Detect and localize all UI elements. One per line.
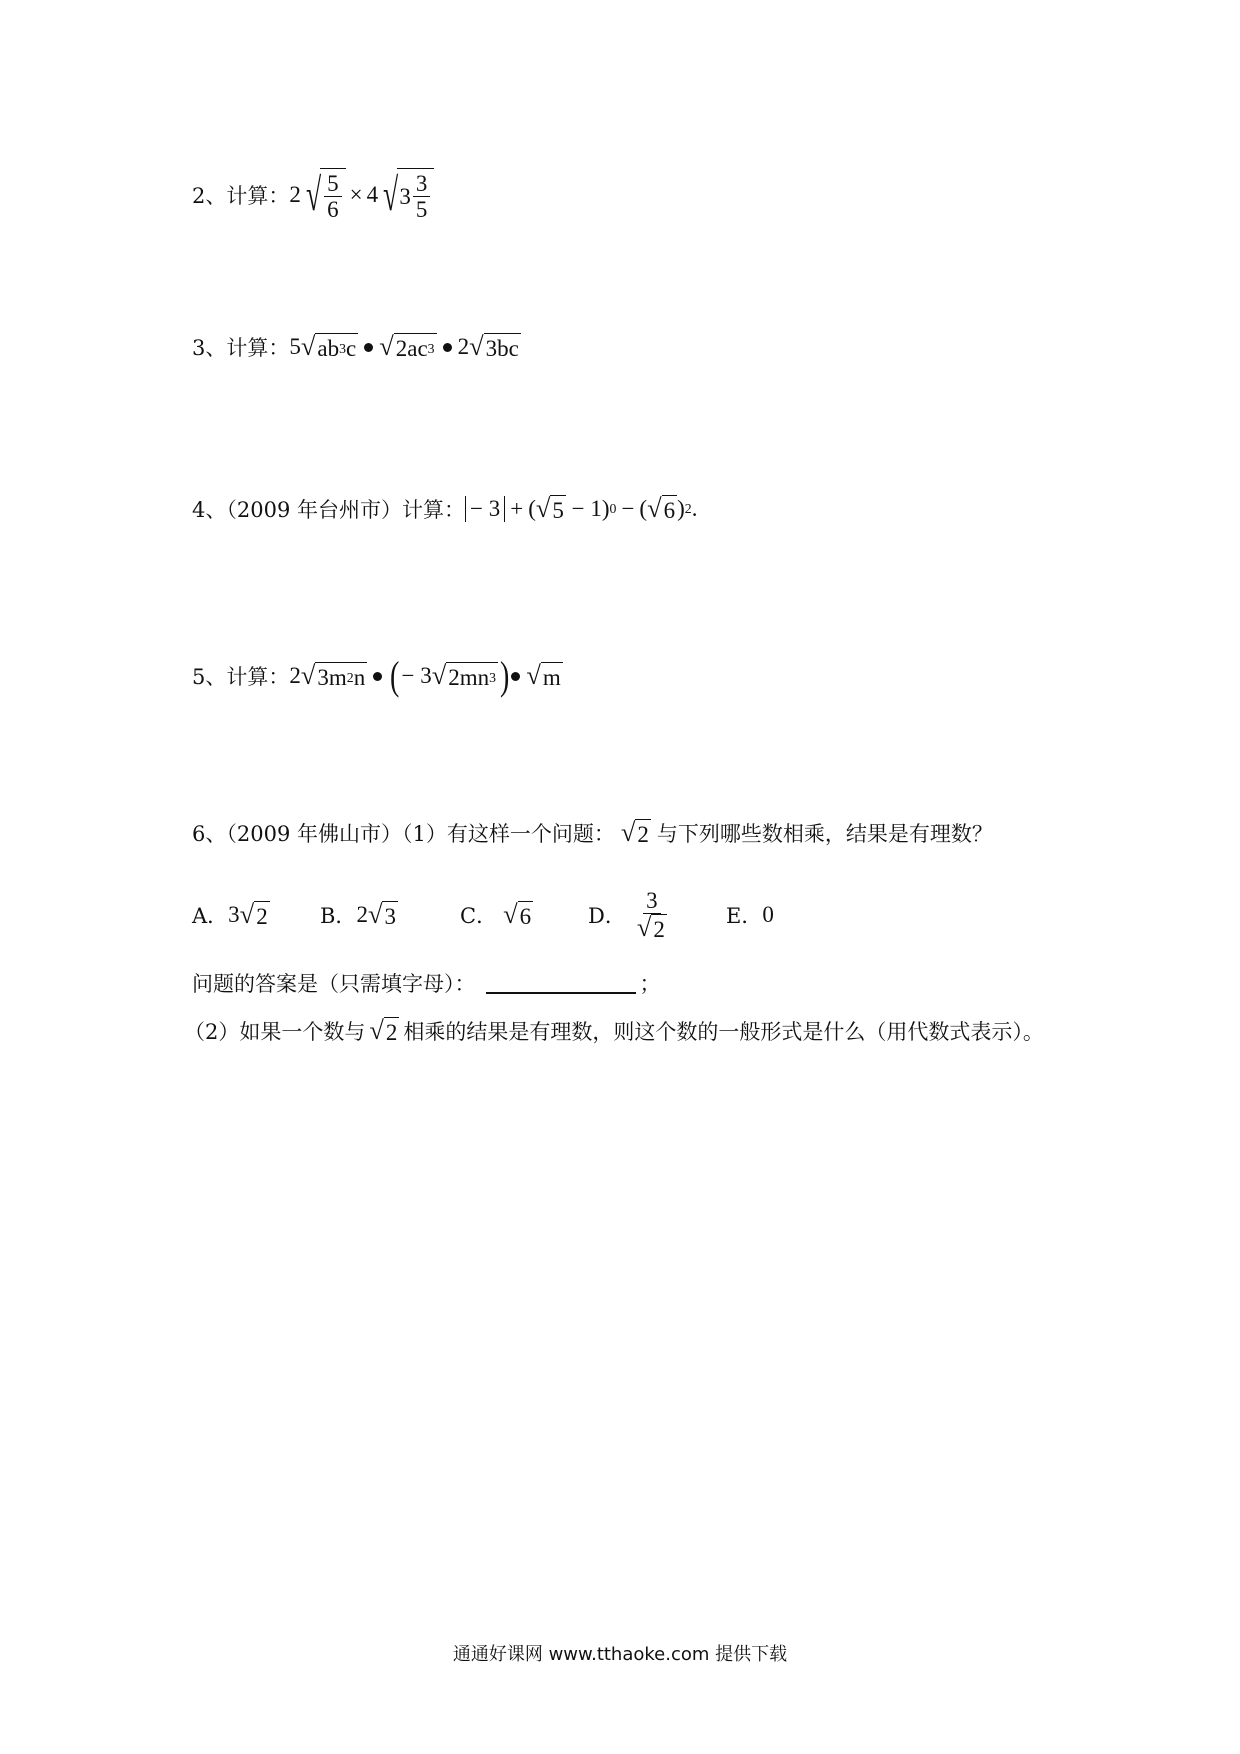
problem-2-expression: 2 √ $\frac{5}{6}$ × 4 √ 3 $\frac{3}{5}$ bbox=[289, 168, 434, 223]
part2-suffix: 相乘的结果是有理数，则这个数的一般形式是什么（用代数式表示）。 bbox=[403, 1020, 1044, 1044]
option-e: E． 0 bbox=[726, 902, 774, 929]
dot-operator-icon bbox=[364, 343, 373, 352]
problem-6: 6、（2009 年佛山市）（1）有这样一个问题： √ 2 与下列哪些数相乘，结果是有理数？ bbox=[192, 816, 993, 847]
problem-4-expression: − 3 + ( √ 5 − 1) 0 − ( √ 6 ) 2 . bbox=[465, 495, 697, 524]
problem-6-answer-line: 问题的答案是（只需填字母）： ； bbox=[192, 968, 661, 998]
part2-prefix: （2）如果一个数与 bbox=[184, 1020, 366, 1044]
problem-3-label: 3、计算： bbox=[192, 336, 290, 360]
problem-6-question: 与下列哪些数相乘，结果是有理数？ bbox=[656, 822, 993, 846]
problem-6-options bbox=[192, 888, 774, 943]
problem-3 bbox=[192, 332, 521, 362]
dot-operator-icon bbox=[511, 672, 520, 681]
option-d: D． 3 √ 2 bbox=[588, 888, 665, 943]
dot-operator-icon bbox=[373, 672, 382, 681]
problem-2-label: 2、计算： bbox=[192, 184, 290, 209]
radical-sign-icon: √ bbox=[383, 169, 399, 221]
problem-4 bbox=[192, 494, 697, 524]
problem-5-label: 5、计算： bbox=[192, 665, 290, 689]
problem-4-label: 4、（2009 年台州市）计算： bbox=[192, 498, 465, 522]
option-b: B． 2 √ 3 bbox=[320, 898, 396, 929]
answer-prompt: 问题的答案是（只需填字母）： bbox=[192, 972, 476, 996]
problem-5-expression: 2 √ 3m 2 n ( − 3 √ 2mn 3 ) √ m bbox=[289, 653, 561, 698]
dot-operator-icon bbox=[443, 343, 452, 352]
radical-sign-icon: √ bbox=[305, 169, 322, 221]
problem-6-part-2: （2）如果一个数与 √ 2 相乘的结果是有理数，则这个数的一般形式是什么（用代数式表示）。 bbox=[184, 1014, 1044, 1045]
answer-blank[interactable] bbox=[486, 972, 636, 994]
problem-3-expression: 5 √ ab 3 c √ 2ac 3 2 √ 3bc bbox=[289, 330, 519, 361]
problem-5 bbox=[192, 653, 563, 698]
option-a: A． 3 √ 2 bbox=[192, 898, 268, 929]
problem-2 bbox=[192, 168, 434, 223]
page-footer: 通通好课网 www.tthaoke.com 提供下载 bbox=[452, 1644, 788, 1665]
option-c: C． √ 6 bbox=[460, 898, 532, 929]
problem-6-label: 6、（2009 年佛山市）（1）有这样一个问题： bbox=[192, 822, 615, 846]
